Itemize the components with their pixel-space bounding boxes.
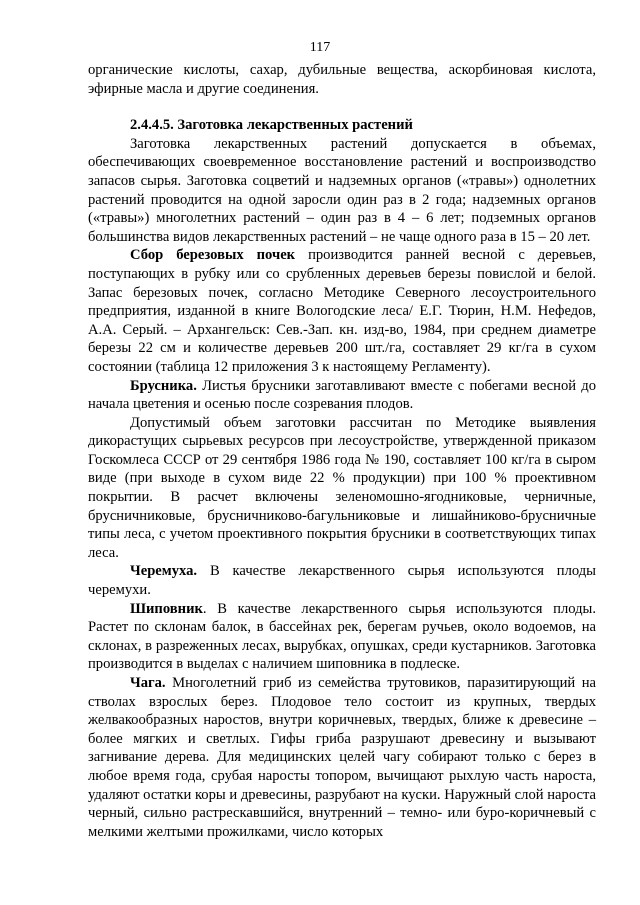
- paragraph-lingonberry: [88, 377, 596, 414]
- document-body: [88, 61, 596, 841]
- term-birch-buds: Сбор березовых почек: [130, 247, 296, 264]
- paragraph-birch-buds: [88, 246, 596, 376]
- text-chaga: Многолетний гриб из семейства трутовиков, паразитирующий на стволах взрослых берез. Плодовое тело состоит из крупных, твердых желвакообразных наростов, внутри коричневых, твердых, ближе к древесине – более мягких и светлых. Гифы гриба разрушают древесину и вызывают загнивание дерева. Для медицинских целей чагу собирают только с берез в любое время года, срубая наросты топором, вычищают рыхлую часть нароста, удаляют остатки коры и древесины, разрубают на куски. Наружный слой нароста черный, сильно растрескавшийся, внутренний – темно- или буро-коричневый с мелкими желтыми прожилками, число которых: [88, 675, 596, 840]
- paragraph-rosehip: [88, 600, 596, 674]
- paragraph-continuation: органические кислоты, сахар, дубильные вещества, аскорбиновая кислота, эфирные масла и другие соединения.: [88, 62, 596, 97]
- paragraph-allowed-volume: Допустимый объем заготовки рассчитан по Методике выявления дикорастущих сырьевых ресурсов при лесоустройстве, утвержденной приказом Госкомлеса СССР от 29 сентября 1986 года № 190, составляет 100 кг/га в сыром виде (при выходе в сухом виде 22 % продукции) при 100 % проективном покрытии. В расчет включены зеленомошно-ягодниковые, черничные, брусничниковые, брусничниково-багульниковые и лишайниково-брусничные типы леса, с учетом проективного покрытия брусники в соответствующих типах леса.: [88, 414, 596, 561]
- term-chaga: Чага.: [130, 675, 166, 691]
- text-lingonberry: Листья брусники заготавливают вместе с побегами весной до начала цветения и осенью после созревания плодов.: [88, 377, 596, 413]
- text-birch-buds: производится ранней весной с деревьев, поступающих в рубку или со срубленных деревьев березы повислой и белой. Запас березовых почек, согласно Методике Северного лесоустроительного предприятия, изданной в книге Вологодские леса/ Е.Г. Тюрин, Н.М. Нефедов, А.А. Серый. – Архангельск: Сев.-Зап. кн. изд-во, 1984, при среднем диаметре березы 22 см и количестве деревьев 200 шт./га, составляет 29 кг/га в сухом состоянии (таблица 12 приложения 3 к настоящему Регламенту).: [88, 247, 597, 375]
- page-number: 117: [309, 40, 331, 55]
- paragraph-bird-cherry: [88, 562, 596, 599]
- paragraph-chaga: [88, 674, 596, 841]
- text-rosehip: . В качестве лекарственного сырья используются плоды. Растет по склонам балок, в бассейнах рек, берегам ручьев, около водоемов, на склонах, в разреженных лесах, вырубках, опушках, среди кустарников. Заготовка производится в выделах с наличием шиповника в подлеске.: [88, 600, 596, 673]
- term-lingonberry: Брусника.: [130, 377, 197, 394]
- section-heading: 2.4.4.5. Заготовка лекарственных растений: [130, 117, 413, 134]
- term-bird-cherry: Черемуха.: [130, 563, 198, 580]
- paragraph-harvesting-rules: Заготовка лекарственных растений допускается в объемах, обеспечивающих своевременное восстановление растений и воспроизводство запасов сырья. Заготовка соцветий и надземных органов («травы») однолетних растений проводится на одной заросли один раз в 2 года; надземных органов («травы») многолетних растений – один раз в 4 – 6 лет; подземных органов большинства видов лекарственных растений – не чаще одного раза в 15 – 20 лет.: [88, 135, 596, 245]
- term-rosehip: Шиповник: [130, 600, 203, 617]
- text-bird-cherry: В качестве лекарственного сырья используются плоды черемухи.: [88, 563, 596, 599]
